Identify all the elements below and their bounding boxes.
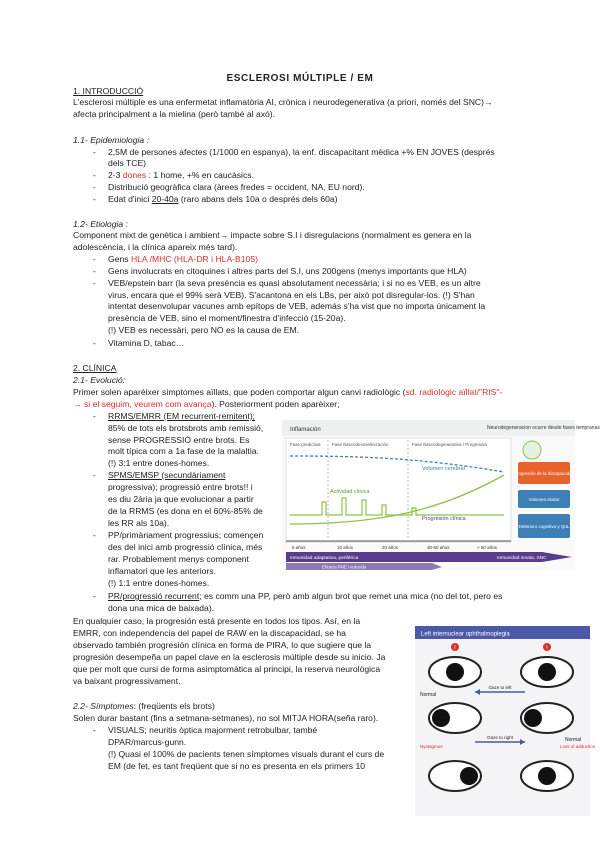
ms-progression-svg [282,420,600,570]
bullet-dash: - [93,338,96,348]
alert-icon-glyph: ! [546,645,548,652]
bullet-dash: - [93,194,96,204]
sym-line: Solen durar bastant (fins a setmana-setmanes), no sol MITJA HORA(seña raro). [73,713,379,723]
nystagmus-label: Nystagmus [420,744,443,749]
sym-item-1: VISUALS; neuritis òptica majorment retrobulbar, també [108,725,318,735]
epi-item-1: 2,5M de persones afectes (1/1000 en espanya), la enf. discapacitant mèdica +% EN JOVES (després [108,147,495,157]
ino-header: Left internuclear ophthalmoplegia [421,631,510,638]
bullet-dash: - [93,266,96,276]
subheading-etiologia: 1.2- Etiologia : [73,219,128,229]
ms-progression-figure [282,420,600,570]
subheading-epidemiologia: 1.1- Epidemiologia : [73,135,149,145]
gaze-left-label: Gaze to left [488,685,512,690]
normal-label: Normal [420,692,437,698]
ppms-line-4: inflamatori que les anteriors. [108,566,216,576]
inflammation-label: Inflamación [290,427,321,433]
spms-line-2: progressiva); progressió entre brots!! i [108,482,253,492]
arrow-head-left-icon [475,689,480,695]
bullet-dash: - [93,591,96,601]
evo-line-2: → si el seguim, veurem com avança). Posteriorment poden aparèixer; [73,399,340,409]
bullet-dash: - [93,725,96,735]
epi-item-1b: dels TCE) [108,158,147,168]
efficacy-label: Eficacia FME / reducida [322,564,367,570]
para-line-4: progresión desempeña un papel clave en la esclerosis múltiple desde su inicio. Ja [73,652,386,662]
disability-box-label: Progresión de la discapacidad [513,471,575,476]
clinical-progression-label: Progresión clínica [422,516,466,522]
rrms-line-3: sense PROGRESSIÓ entre brots. Es [108,435,250,445]
innate-immunity-label: Inmunidad innata, SNC [497,556,547,561]
spms-line-4: de la RRMS (es dona en el 60%-85% de [108,506,263,516]
epi-item-4: Edat d'inici 20-40a (raro abans dels 10a o després dels 60a) [108,194,338,204]
left-pupil [460,767,478,785]
axis-tick: 10 años [337,545,354,550]
epi-item-3: Distribució geogràfica clara (àrees fredes = occident, NA, EU nord). [108,182,365,192]
person-icon [523,441,541,459]
ppms-line-1: PP/primàriament progressius; començen [108,530,264,540]
gaze-right-label: Gaze to right [487,735,513,740]
right-pupil [538,767,556,785]
para-line-2: EMRR, con independencia del papel de RAW en la discapacidad, se ha [73,628,346,638]
ppms-line-5: (!) 1:1 entre dones-homes. [108,578,210,588]
adduction-label: Loss of adduction [560,744,596,749]
subheading-evolucio: 2.1- Evolució: [73,375,126,385]
prms-line-1: PR/progressió recurrent; es comm una PP, però amb algun brot que remet una mica (no del tot, pero es [108,591,503,601]
adaptive-immunity-label: Inmunidad adaptativa, periférica [290,556,359,561]
cognitive-box-label: Deterioro cognitivo y QoL [518,524,570,529]
tissue-volume-label: Volumen tisular [528,497,560,502]
section-heading-introduccio: 1. INTRODUCCIÓ [73,86,144,96]
eti-item-2c: intentat desenvolupar vacunes amb epítops de VEB, además s'ha vist que no importa únicament la [108,301,486,311]
eti-line-1: Component mixt de genètica i ambient→ impacte sobre S.I i disregulacions (normalment es genera en la [73,230,472,240]
phase-demyelination: Fase Neurodesmielinización [332,442,389,447]
eti-item-2e: (!) VEB es necessàri, pero NO es la causa de EM. [108,325,300,335]
axis-tick: 30-50 años [427,545,450,550]
para-line-1: En qualquier caso, la progresión está presente en todos los tipos. Así, en la [73,616,361,626]
spms-line-1: SPMS/EMSP (secundàriament [108,470,226,480]
neurodegeneration-label: Neurodegeneracion ocurre desde fases tempranas [487,425,600,431]
prms-line-2: dona una mica de baixada). [108,603,215,613]
bullet-dash: - [93,470,96,480]
arrow-head-right-icon [520,739,525,745]
intro-line-1: L'esclerosi múltiple es una enfermetat inflamatòria AI, crònica i neurodegenerativa (a priori, només del SNC)→ [73,97,493,107]
spms-line-3: es diu 2ària ja que evolucionar a partir [108,494,254,504]
eti-item-1: Gens involucrats en citoquines i altres parts del S.I, uns 200gens (menys importants que HLA) [108,266,467,276]
para-line-6: va baixant progressivament. [73,676,181,686]
axis-tick: > 50 años [477,545,497,550]
evo-line-1: Primer solen aparèixer símptomes aïllats, que poden comportar algun canvi radiològic (sd. radiològic aïllat/"RIS"- [73,387,503,397]
epi-item-2: 2-3 dones : 1 home, +% en caucàsics. [108,170,254,180]
eti-item-2a: VEB/epstein barr (la seva presència es quasi absolutament necessària; i si no es VEB, es un altre [108,278,481,288]
para-line-3: observado también progresión clínica en forma de PIRA, lo que sugiere que la [73,640,372,650]
sym-item-3: (!) Quasi el 100% de pacients tenen símptomes visuals durant el curs de [108,749,385,759]
eti-line-2: adolescència, i la clínica apareix més tard). [73,242,238,252]
ppms-line-3: rar. Probablement menys component [108,554,249,564]
eti-item-3: Vitamina D, tabac… [108,338,185,348]
eti-genes: Gens HLA /MHC (HLA-DR i HLA-B105) [108,254,258,264]
eti-item-2d: presència de VEB, sino el moment/finestra d'infecció (15-20a). [108,313,346,323]
right-pupil [538,663,556,681]
axis-tick: 20 años [382,545,399,550]
para-line-5: que per molt que cursi de forma asimptomàtica al principi, la reserva neurològica [73,664,381,674]
bullet-dash: - [93,147,96,157]
sym-item-4: EM (de fet, es tant freqüent que si no es presenta en els primers 10 [108,761,365,771]
brain-volume-label: Volumen cerebral [422,466,465,472]
normal-label: Normal [565,737,582,743]
bullet-dash: - [93,411,96,421]
bullet-dash: - [93,182,96,192]
ino-svg [415,626,596,816]
section-heading-clinica: 2. CLÍNICA [73,363,117,373]
phase-neurodegenerative: Fase Neurodegenerativa / Progresiva [412,442,487,447]
ppms-line-2: des del inici amb progressió clínica, més [108,542,263,552]
plot-area [286,438,511,542]
document-title: ESCLEROSI MÚLTIPLE / EM [226,73,374,84]
rrms-line-2: 85% de tots els brotsbrots amb remissió, [108,423,264,433]
bullet-dash: - [93,254,96,264]
right-pupil [524,709,542,727]
left-pupil [446,663,464,681]
bullet-dash: - [93,530,96,540]
clinical-activity-label: Actividad clínica [330,489,370,495]
rrms-line-4: molt típica com a 1a fase de la malaltia. [108,446,259,456]
rrms-line-5: (!) 3:1 entre dones-homes. [108,458,210,468]
sym-item-2: DPAR/marcus-gunn. [108,737,187,747]
spms-line-5: les RR als 10a). [108,518,170,528]
subheading-simptomes: 2.2- Símptomes: (freqüents els brots) [73,701,215,711]
phase-predictive: Fase predictiva [290,442,321,447]
bullet-dash: - [93,170,96,180]
ino-figure [415,626,596,816]
axis-tick: 5 años [292,545,306,550]
intro-line-2: afecta principalment a la mielina (però també al axó). [73,109,276,119]
eti-item-2b: virus, encara que el 99% serà VEB). S'acantona en els LBs, per això pot disregular-los. (!) S'han [108,290,475,300]
rrms-line-1: RRMS/EMRR (EM recurrent-remitent); [108,411,256,421]
bullet-dash: - [93,278,96,288]
alert-icon-glyph: ! [454,645,456,652]
left-pupil [432,709,450,727]
